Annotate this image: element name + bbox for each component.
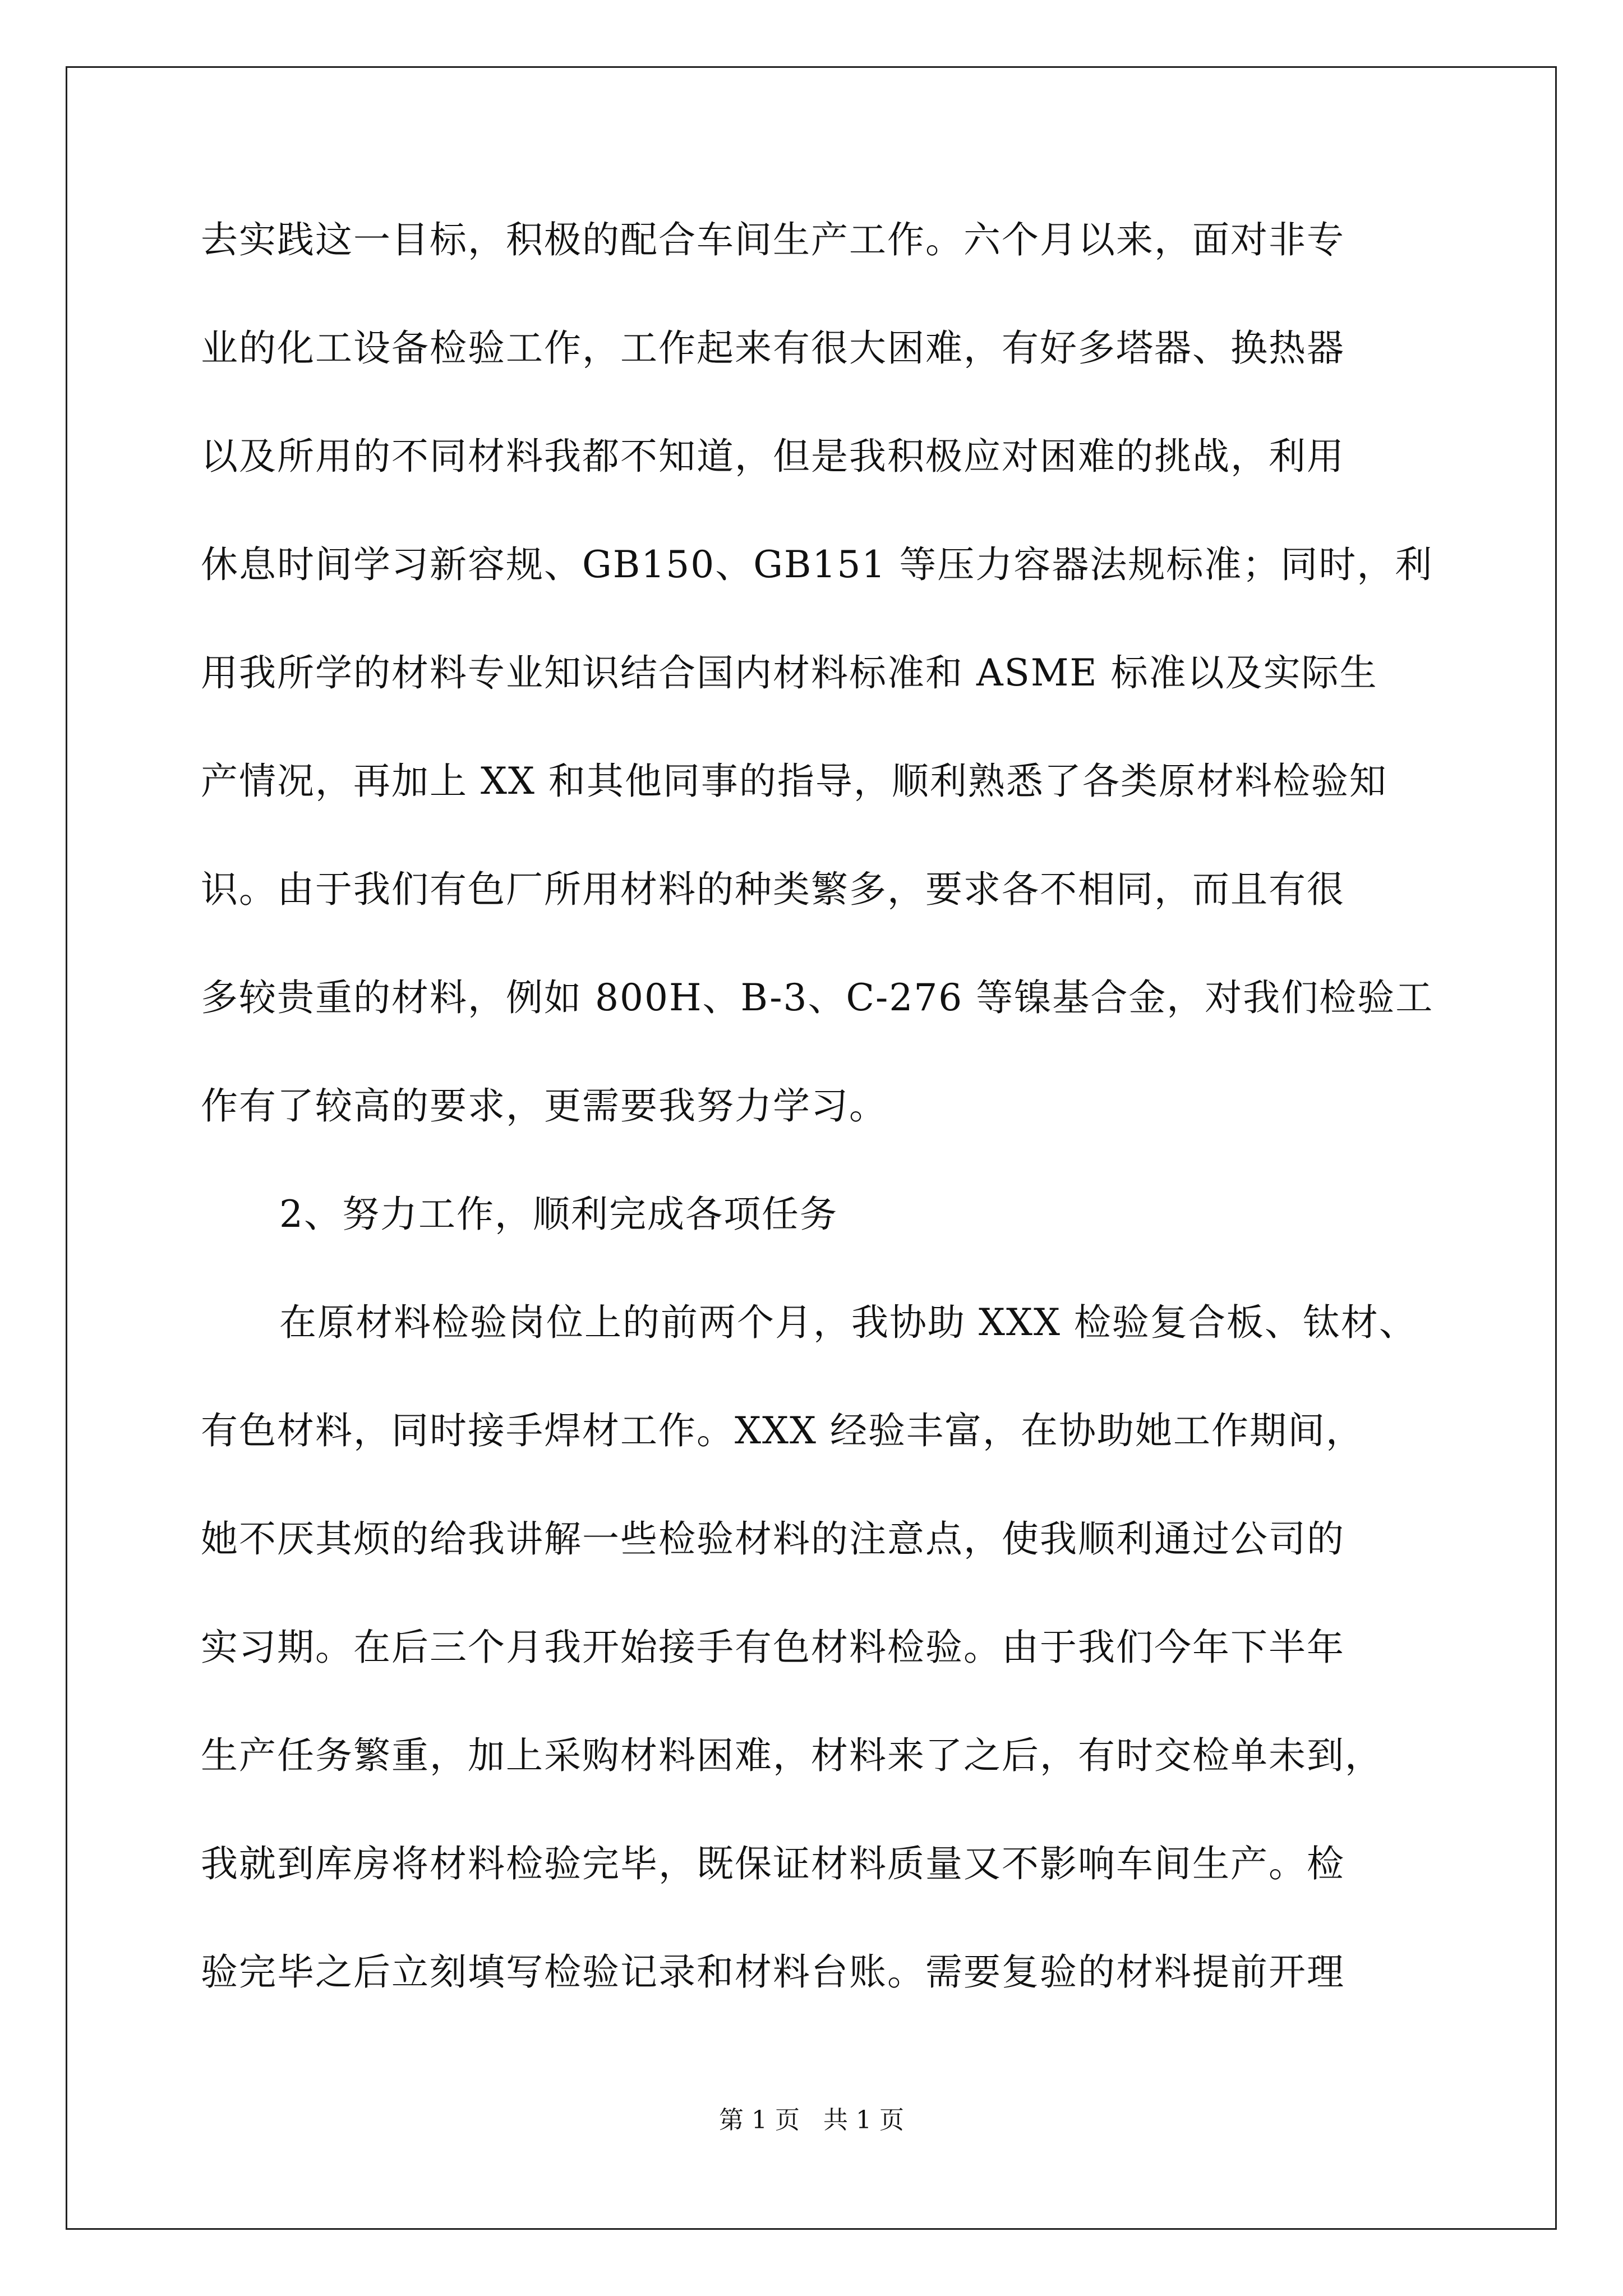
section-heading: 2、努力工作，顺利完成各项任务 <box>279 1193 838 1236</box>
paragraph-line: 生产任务繁重，加上采购材料困难，材料来了之后，有时交检单未到， <box>201 1734 1383 1777</box>
paragraph-line: 实习期。在后三个月我开始接手有色材料检验。由于我们今年下半年 <box>201 1626 1345 1669</box>
paragraph-line: 我就到库房将材料检验完毕，既保证材料质量又不影响车间生产。检 <box>201 1842 1345 1885</box>
paragraph-line: 在原材料检验岗位上的前两个月，我协助 XXX 检验复合板、钛材、 <box>279 1301 1417 1344</box>
paragraph-line: 以及所用的不同材料我都不知道，但是我积极应对困难的挑战，利用 <box>201 435 1345 478</box>
page-footer: 第 1 页 共 1 页 <box>719 2106 904 2134</box>
paragraph-line: 作有了较高的要求，更需要我努力学习。 <box>201 1084 887 1128</box>
paragraph-line: 休息时间学习新容规、GB150、GB151 等压力容器法规标准；同时，利 <box>201 543 1433 586</box>
paragraph-line: 用我所学的材料专业知识结合国内材料标准和 ASME 标准以及实际生 <box>201 651 1378 694</box>
paragraph-line: 识。由于我们有色厂所用材料的种类繁多，要求各不相同，而且有很 <box>201 868 1345 911</box>
document-body <box>201 212 1435 2053</box>
paragraph-line: 有色材料，同时接手焊材工作。XXX 经验丰富，在协助她工作期间， <box>201 1409 1364 1452</box>
paragraph-line: 她不厌其烦的给我讲解一些检验材料的注意点，使我顺利通过公司的 <box>201 1517 1345 1561</box>
paragraph-line: 多较贵重的材料，例如 800H、B-3、C-276 等镍基合金，对我们检验工 <box>201 976 1434 1019</box>
paragraph-line: 产情况，再加上 XX 和其他同事的指导，顺利熟悉了各类原材料检验知 <box>201 760 1387 803</box>
paragraph-line: 去实践这一目标，积极的配合车间生产工作。六个月以来，面对非专 <box>201 218 1345 261</box>
paragraph-line: 业的化工设备检验工作，工作起来有很大困难，有好多塔器、换热器 <box>201 326 1345 370</box>
paragraph-line: 验完毕之后立刻填写检验记录和材料台账。需要复验的材料提前开理 <box>201 1950 1345 1994</box>
